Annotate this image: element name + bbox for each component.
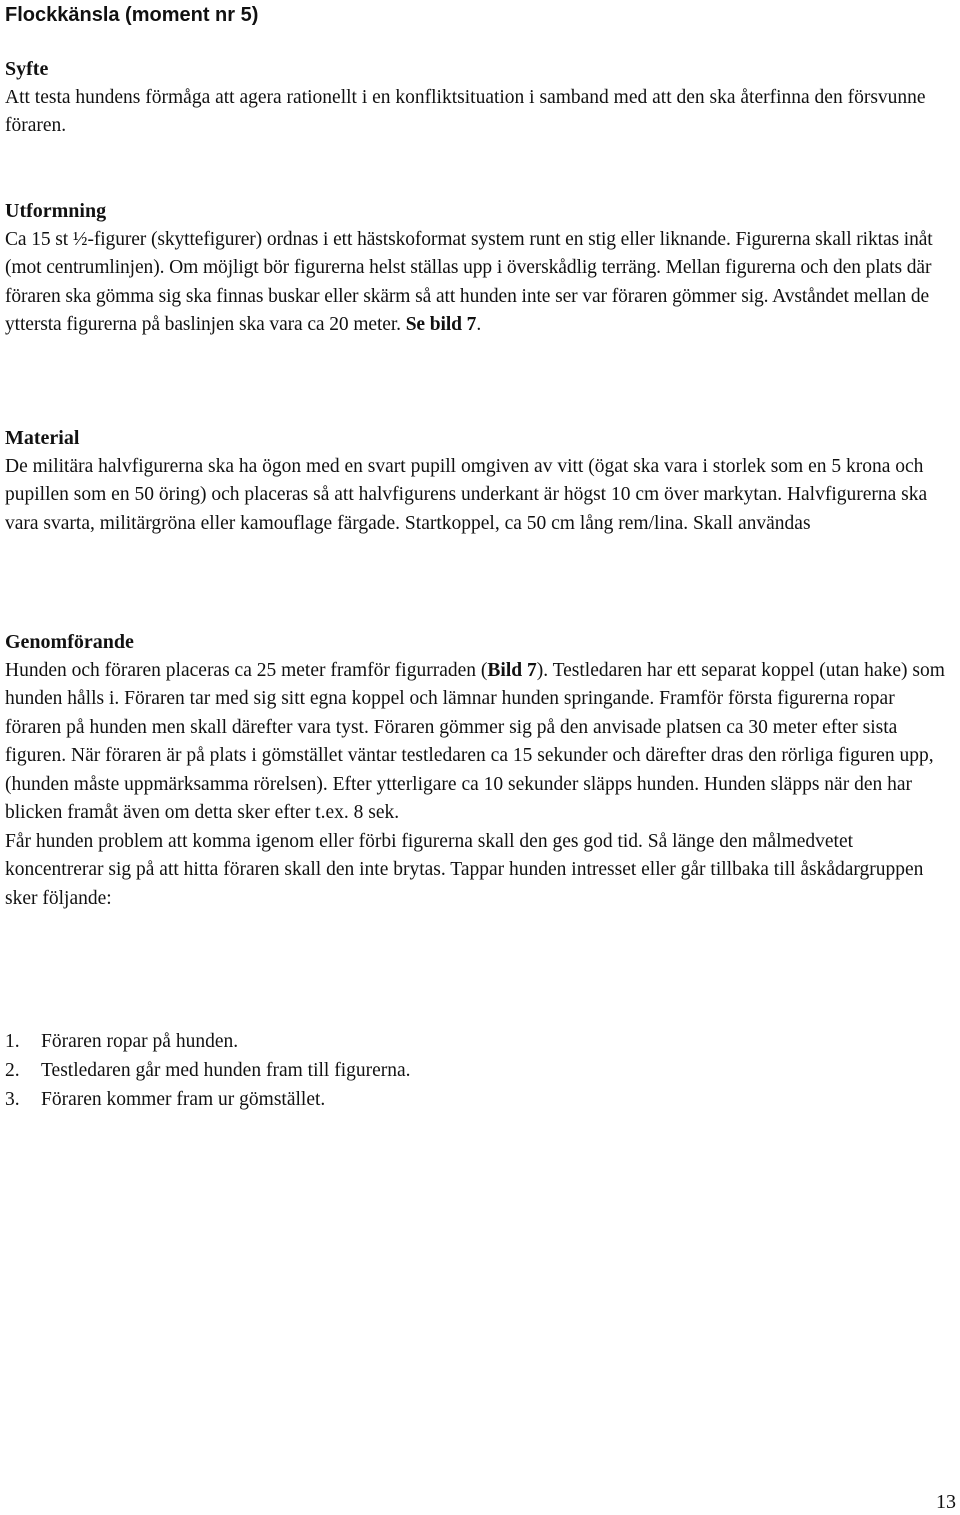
section-body-genomforande-continued: Får hunden problem att komma igenom eller förbi figurerna skall den ges god tid. Så länge den målmedvetet koncentrerar sig på att hitta föraren skall den inte brytas. Tappar hunden intresset eller går tillbaka till åskådargruppen sker följande: [5,830,924,909]
section-heading-utformning: Utformning [5,200,107,222]
figure-reference: Se bild 7 [405,314,477,335]
genomforande-text-start: Hunden och föraren placeras ca 25 meter framför figurraden ( [5,659,488,681]
procedure-list [5,1027,411,1114]
list-item [5,1027,411,1056]
list-item-number: 2. [5,1060,20,1081]
section-body-material: De militära halvfigurerna ska ha ögon med en svart pupill omgiven av vitt (ögat ska vara i storlek som en 5 krona och pupillen som en 50 öring) och placeras så att halvfigurens underkant är högst 10 cm över markytan. Halvfigurerna ska vara svarta, militärgröna eller kamouflage färgade. Startkoppel, ca 50 cm lång rem/lina. Skall användas [5,455,928,534]
section-body-syfte: Att testa hundens förmåga att agera rationellt i en konfliktsituation i samband med att den ska återfinna den försvunne föraren. [5,86,926,136]
section-genomforande [5,628,953,913]
section-utformning [5,197,953,340]
section-body-utformning [5,226,953,340]
page-title: Flockkänsla (moment nr 5) [5,4,259,26]
list-item [5,1056,411,1085]
utformning-text-main: -figurer (skyttefigurer) ordnas i ett hästskoformat system runt en stig eller liknande. Figurerna skall riktas inåt (mot centrumlinjen). Om möjligt bör figurerna helst ställas upp i överskådlig terräng. Mellan figurerna och den plats där föraren ska gömma sig ska finnas buskar eller skärm så att hunden inte ser var föraren gömmer sig. Avståndet mellan de yttersta figurerna på baslinjen ska vara ca 20 meter. [5,228,933,335]
section-heading-material: Material [5,427,80,449]
figure-reference: Bild 7 [487,659,537,681]
genomforande-text-main: ). Testledaren har ett separat koppel (utan hake) som hunden hålls i. Föraren tar med sig sitt egna koppel och lämnar hunden springande. Framför första figurerna ropar föraren på hunden men skall därefter vara tyst. Föraren gömmer sig på den anvisade platsen ca 30 meter efter sista figuren. När föraren är på plats i gömstället väntar testledaren ca 15 sekunder och därefter dras den rörliga figuren upp, (hunden måste uppmärksamma rörelsen). Efter ytterligare ca 10 sekunder släpps hunden. Hunden släpps när den har blicken framåt även om detta sker efter t.ex. 8 sek. [5,659,945,823]
section-syfte [5,55,953,141]
section-heading-genomforande: Genomförande [5,631,134,653]
section-material [5,424,953,538]
list-item-text: Föraren ropar på hunden. [41,1031,239,1052]
list-item-number: 1. [5,1031,20,1052]
list-item-number: 3. [5,1089,20,1110]
page-number: 13 [936,1491,956,1513]
list-item [5,1085,411,1114]
utformning-text-end: . [476,314,482,335]
section-heading-syfte: Syfte [5,58,49,80]
list-item-text: Testledaren går med hunden fram till figurerna. [41,1060,411,1081]
fraction-half: ½ [72,228,88,250]
section-body-genomforande [5,657,953,828]
list-item-text: Föraren kommer fram ur gömstället. [41,1089,326,1110]
utformning-text-start: Ca 15 st [5,228,73,250]
